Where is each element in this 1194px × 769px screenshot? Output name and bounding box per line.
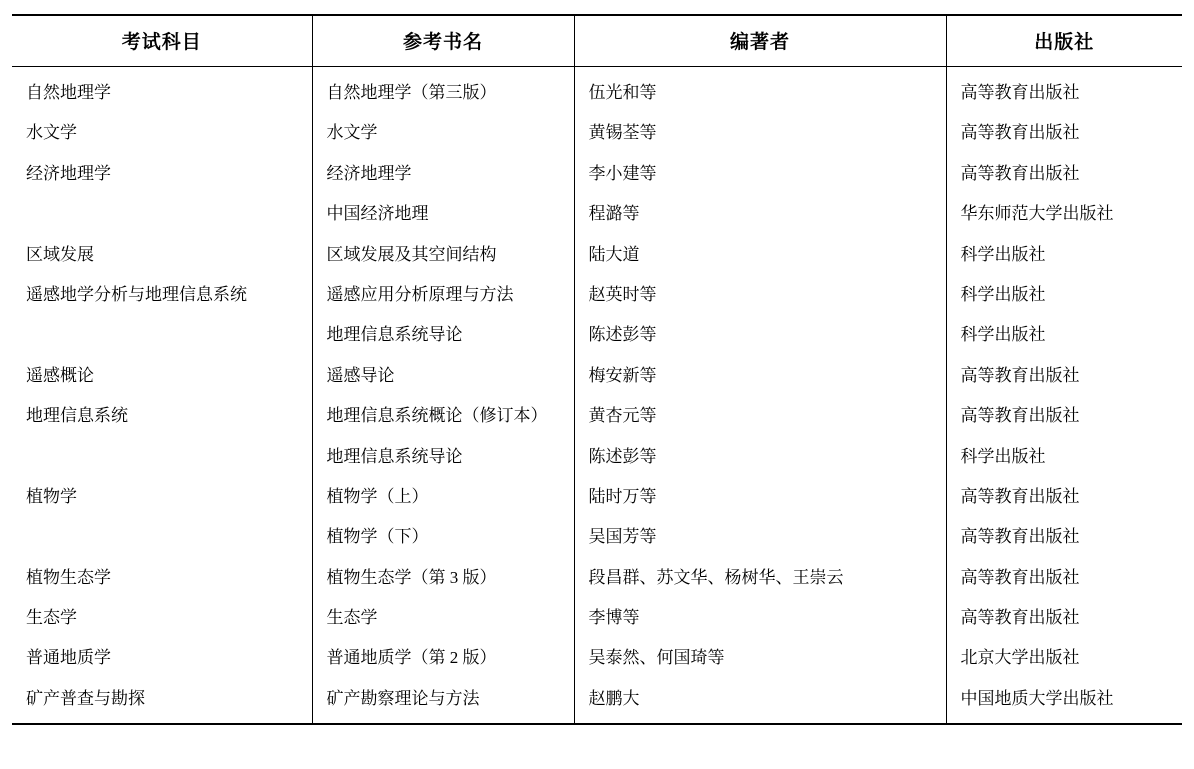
cell-author: 黄锡荃等 — [574, 113, 946, 153]
cell-subject: 地理信息系统 — [12, 396, 312, 436]
cell-book: 地理信息系统导论 — [312, 437, 574, 477]
cell-book: 植物学（上） — [312, 477, 574, 517]
cell-subject: 普通地质学 — [12, 638, 312, 678]
cell-author: 吴国芳等 — [574, 517, 946, 557]
table-row — [12, 477, 1182, 517]
cell-author: 赵英时等 — [574, 275, 946, 315]
cell-subject: 自然地理学 — [12, 67, 312, 114]
table-row — [12, 113, 1182, 153]
cell-subject: 遥感概论 — [12, 356, 312, 396]
table-row — [12, 315, 1182, 355]
cell-subject — [12, 517, 312, 557]
cell-book: 植物生态学（第 3 版） — [312, 558, 574, 598]
cell-author: 梅安新等 — [574, 356, 946, 396]
cell-book: 中国经济地理 — [312, 194, 574, 234]
cell-subject: 植物学 — [12, 477, 312, 517]
cell-author: 李小建等 — [574, 154, 946, 194]
cell-author: 吴泰然、何国琦等 — [574, 638, 946, 678]
table-row — [12, 517, 1182, 557]
column-header-book: 参考书名 — [312, 15, 574, 67]
cell-author: 陈述彭等 — [574, 437, 946, 477]
cell-book: 植物学（下） — [312, 517, 574, 557]
cell-author: 赵鹏大 — [574, 679, 946, 724]
cell-subject — [12, 315, 312, 355]
table-row — [12, 154, 1182, 194]
cell-subject: 生态学 — [12, 598, 312, 638]
cell-book: 矿产勘察理论与方法 — [312, 679, 574, 724]
cell-publisher: 高等教育出版社 — [960, 486, 1080, 506]
cell-subject: 区域发展 — [12, 235, 312, 275]
cell-publisher: 高等教育出版社 — [960, 406, 1080, 426]
cell-author: 陈述彭等 — [574, 315, 946, 355]
cell-publisher: 中国地质大学出版社 — [946, 679, 1182, 724]
column-header-publisher: 出版社 — [946, 15, 1182, 67]
cell-book: 水文学 — [312, 113, 574, 153]
cell-book: 区域发展及其空间结构 — [312, 235, 574, 275]
cell-author: 李博等 — [574, 598, 946, 638]
cell-publisher: 华东师范大学出版社 — [960, 204, 1114, 224]
cell-author: 陆大道 — [574, 235, 946, 275]
column-header-subject: 考试科目 — [12, 15, 312, 67]
cell-subject — [12, 194, 312, 234]
table-row — [12, 396, 1182, 436]
table-header — [12, 15, 1182, 67]
table-row — [12, 194, 1182, 234]
cell-subject: 遥感地学分析与地理信息系统 — [12, 275, 312, 315]
cell-publisher: 北京大学出版社 — [960, 648, 1080, 668]
cell-publisher: 高等教育出版社 — [960, 527, 1080, 547]
cell-author: 伍光和等 — [574, 67, 946, 114]
cell-book: 地理信息系统导论 — [312, 315, 574, 355]
cell-publisher: 科学出版社 — [960, 244, 1046, 264]
cell-publisher: 科学出版社 — [960, 325, 1046, 345]
cell-publisher: 高等教育出版社 — [960, 163, 1080, 183]
cell-subject: 植物生态学 — [12, 558, 312, 598]
cell-publisher: 高等教育出版社 — [960, 608, 1080, 628]
table-header-row — [12, 15, 1182, 67]
cell-book: 遥感应用分析原理与方法 — [312, 275, 574, 315]
table-body — [12, 67, 1182, 725]
cell-subject: 矿产普查与勘探 — [12, 679, 312, 724]
table-row — [12, 638, 1182, 678]
cell-publisher: 高等教育出版社 — [960, 123, 1080, 143]
cell-author: 黄杏元等 — [574, 396, 946, 436]
cell-publisher: 科学出版社 — [960, 446, 1046, 466]
cell-publisher: 高等教育出版社 — [960, 365, 1080, 385]
cell-author: 陆时万等 — [574, 477, 946, 517]
cell-author: 程潞等 — [574, 194, 946, 234]
table-row — [12, 558, 1182, 598]
cell-book: 普通地质学（第 2 版） — [312, 638, 574, 678]
cell-book: 自然地理学（第三版） — [312, 67, 574, 114]
cell-publisher: 高等教育出版社 — [960, 83, 1080, 102]
table-row — [12, 437, 1182, 477]
cell-book: 地理信息系统概论（修订本） — [312, 396, 574, 436]
cell-subject: 经济地理学 — [12, 154, 312, 194]
reference-books-table — [12, 14, 1182, 725]
cell-book: 生态学 — [312, 598, 574, 638]
cell-author: 段昌群、苏文华、杨树华、王崇云 — [574, 558, 946, 598]
column-header-author: 编著者 — [574, 15, 946, 67]
table-row — [12, 275, 1182, 315]
cell-book: 遥感导论 — [312, 356, 574, 396]
table-row — [12, 235, 1182, 275]
table-row — [12, 356, 1182, 396]
cell-subject — [12, 437, 312, 477]
table-row — [12, 67, 1182, 114]
cell-subject: 水文学 — [12, 113, 312, 153]
cell-publisher: 高等教育出版社 — [960, 567, 1080, 587]
cell-book: 经济地理学 — [312, 154, 574, 194]
table-row — [12, 679, 1182, 724]
table-row — [12, 598, 1182, 638]
cell-publisher: 科学出版社 — [960, 284, 1046, 304]
